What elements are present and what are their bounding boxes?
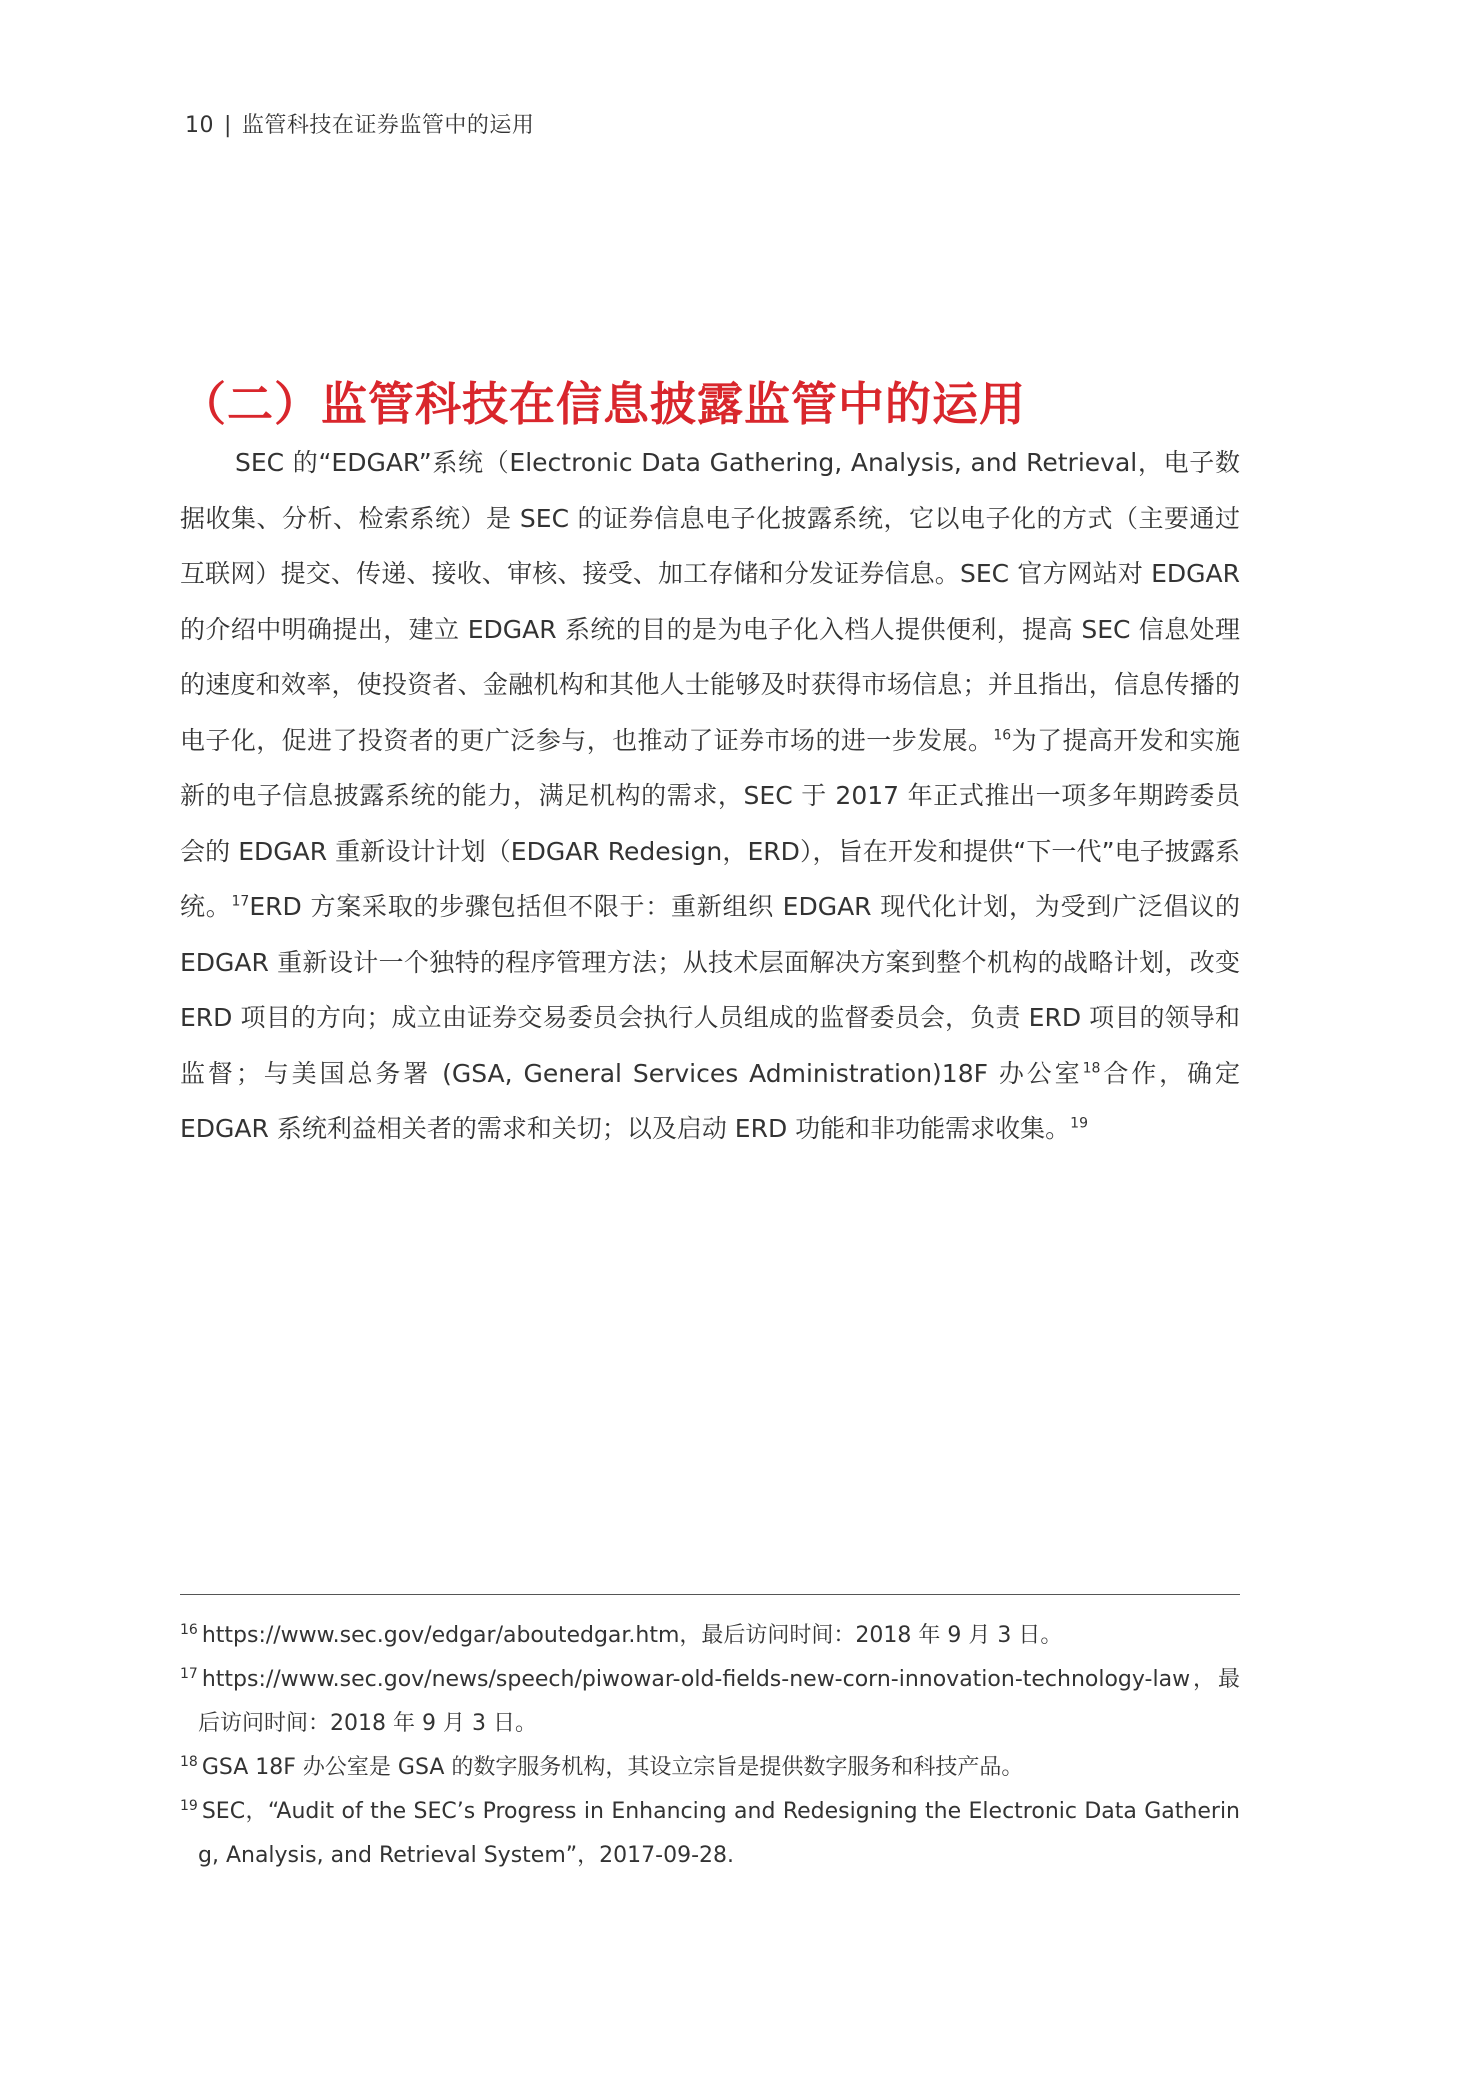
footnote-text: GSA 18F 办公室是 GSA 的数字服务机构，其设立宗旨是提供数字服务和科技产品。 (201, 1755, 1024, 1780)
footnote-18 (180, 1746, 1240, 1790)
body-segment-1: SEC 的“EDGAR”系统（Electronic Data Gathering, Analysis, and Retrieval，电子数据收集、分析、检索系统）是 SEC 的证券信息电子化披露系统，它以电子化的方式（主要通过互联网）提交、传递、接收、审核、接受、加工存储和分发证券信息。SEC 官方网站对 EDGAR 的介绍中明确提出，建立 EDGAR 系统的目的是为电子化入档人提供便利，提高 SEC 信息处理的速度和效率，使投资者、金融机构和其他人士能够及时获得市场信息；并且指出，信息传播的电子化，促进了投资者的更广泛参与，也推动了证券市场的进一步发展。 (180, 448, 1240, 755)
body-segment-4: 合作，确定 EDGAR 系统利益相关者的需求和关切；以及启动 ERD 功能和非功能需求收集。 (180, 1058, 1240, 1143)
footnote-ref-16[interactable]: 16 (993, 727, 1012, 744)
footnotes (180, 1614, 1240, 1878)
footnote-17 (180, 1658, 1240, 1746)
footnote-text[interactable]: https://www.sec.gov/news/speech/piwowar-old-fields-new-corn-innovation-technology-law，最后访问时间：2018 年 9 月 3 日。 (198, 1667, 1240, 1736)
body-segment-3: ERD 方案采取的步骤包括但不限于：重新组织 EDGAR 现代化计划，为受到广泛倡议的 EDGAR 重新设计一个独特的程序管理方法；从技术层面解决方案到整个机构的战略计划，改变 ERD 项目的方向；成立由证券交易委员会执行人员组成的监督委员会，负责 ERD 项目的领导和监督；与美国总务署 (GSA, General Services Administration)18F 办公室 (180, 892, 1240, 1088)
footnote-ref-18[interactable]: 18 (1082, 1060, 1101, 1077)
body-segment-2: 为了提高开发和实施新的电子信息披露系统的能力，满足机构的需求，SEC 于 2017 年正式推出一项多年期跨委员会的 EDGAR 重新设计计划（EDGAR Redesign，ERD），旨在开发和提供“下一代”电子披露系统。 (180, 725, 1240, 921)
body-text (180, 435, 1240, 1157)
page-number: 10 (185, 113, 214, 138)
footnote-text[interactable]: https://www.sec.gov/edgar/aboutedgar.htm，最后访问时间：2018 年 9 月 3 日。 (201, 1623, 1063, 1648)
footnote-ref-17[interactable]: 17 (231, 893, 250, 910)
footnote-number: 17 (180, 1665, 198, 1682)
footnote-16 (180, 1614, 1240, 1658)
footnote-number: 16 (180, 1621, 198, 1638)
footnote-divider (180, 1594, 1240, 1595)
footnote-number: 19 (180, 1797, 198, 1814)
running-title: 监管科技在证券监管中的运用 (241, 113, 535, 138)
body-paragraph (180, 435, 1240, 1157)
footnote-19 (180, 1790, 1240, 1878)
section-title: （二）监管科技在信息披露监管中的运用 (180, 377, 1026, 432)
header-separator: | (224, 113, 232, 138)
footnote-number: 18 (180, 1753, 198, 1770)
footnote-ref-19[interactable]: 19 (1070, 1115, 1088, 1132)
footnote-text: SEC，“Audit of the SEC’s Progress in Enhancing and Redesigning the Electronic Data Gathering, Analysis, and Retrieval System”，2017-09-28. (198, 1799, 1240, 1868)
page-header (185, 108, 534, 139)
